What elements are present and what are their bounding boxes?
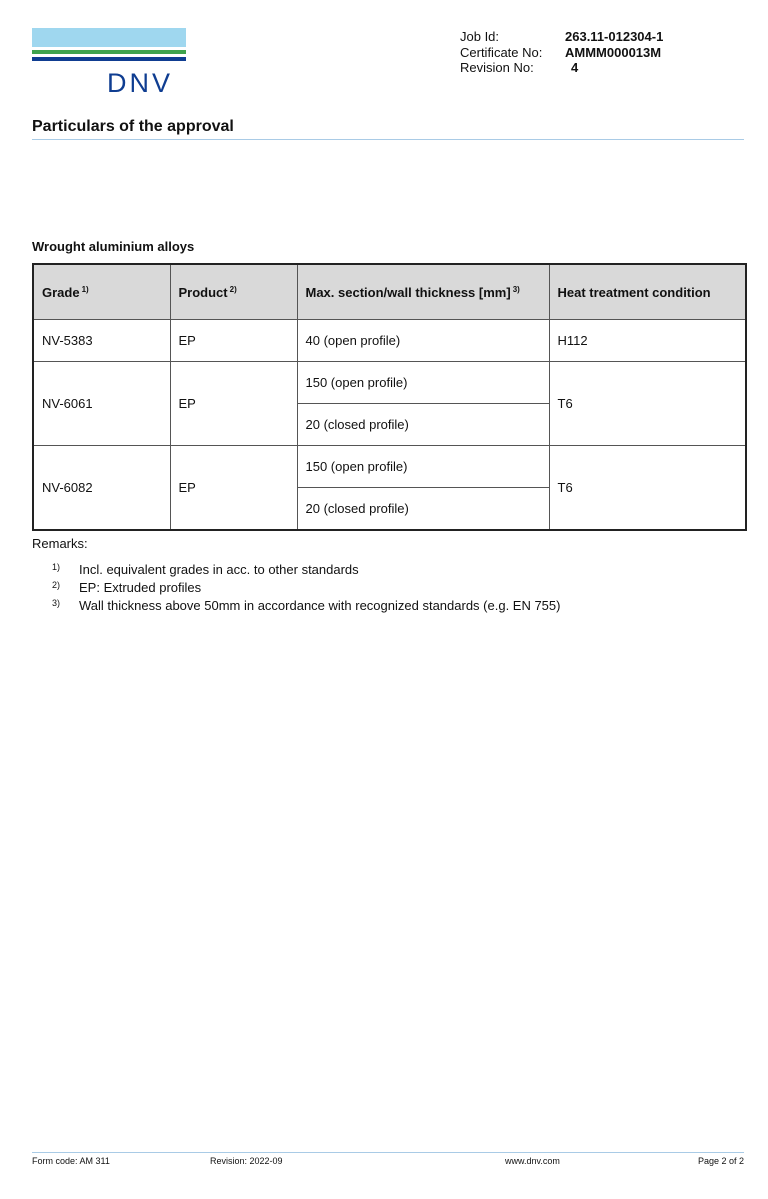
- header-label: Grade: [42, 284, 80, 300]
- remark-text: Incl. equivalent grades in acc. to other standards: [79, 562, 359, 577]
- table-row: [33, 320, 746, 362]
- footer-form-code: Form code: AM 311: [32, 1156, 110, 1166]
- meta-row-revision-no: [460, 60, 663, 76]
- header-label: Heat treatment condition: [557, 284, 711, 300]
- remarks-title: Remarks:: [32, 536, 88, 551]
- logo-band-green: [32, 50, 186, 54]
- cell-heat: T6: [549, 446, 746, 531]
- header-product: [170, 264, 297, 320]
- remark-item: [52, 597, 560, 615]
- cell-thickness: 40 (open profile): [297, 320, 549, 362]
- header-thickness: [297, 264, 549, 320]
- remark-number: 1): [52, 562, 61, 572]
- approval-table: [32, 263, 747, 531]
- remark-text: Wall thickness above 50mm in accordance with recognized standards (e.g. EN 755): [79, 598, 561, 613]
- header-label: Max. section/wall thickness [mm]: [305, 284, 511, 300]
- page-footer: [32, 1152, 744, 1166]
- footer-page-number: Page 2 of 2: [697, 1156, 744, 1166]
- cell-thickness: 20 (closed profile): [297, 404, 549, 446]
- meta-label: Revision No:: [460, 60, 534, 75]
- table-row: [33, 362, 746, 404]
- cell-product: EP: [170, 446, 297, 531]
- footnote-ref: 1): [81, 284, 89, 294]
- footer-website[interactable]: www.dnv.com: [505, 1156, 560, 1166]
- section-title: Wrought aluminium alloys: [32, 239, 195, 254]
- cell-product: EP: [170, 362, 297, 446]
- meta-row-certificate-no: [460, 45, 663, 61]
- logo-band-blue: [32, 57, 186, 61]
- meta-value: AMMM000013M: [565, 44, 662, 60]
- remark-text: EP: Extruded profiles: [79, 580, 202, 595]
- footer-revision: Revision: 2022-09: [210, 1156, 283, 1166]
- table-header-row: [33, 264, 746, 320]
- meta-label: Job Id:: [460, 29, 500, 44]
- meta-value: 4: [571, 60, 579, 75]
- remark-item: [52, 579, 560, 597]
- remarks-list: [52, 561, 560, 615]
- cell-heat: H112: [549, 320, 746, 362]
- cell-grade: NV-5383: [33, 320, 170, 362]
- logo-wordmark: DNV: [107, 68, 174, 98]
- footnote-ref: 2): [229, 284, 237, 294]
- meta-label: Certificate No:: [460, 44, 543, 60]
- footnote-ref: 3): [512, 284, 520, 294]
- header-grade: [33, 264, 170, 320]
- cell-thickness: 20 (closed profile): [297, 488, 549, 531]
- cell-grade: NV-6061: [33, 362, 170, 446]
- meta-row-job-id: [460, 29, 663, 45]
- page-title: Particulars of the approval: [32, 118, 744, 140]
- meta-value: 263.11-012304-1: [565, 29, 664, 44]
- logo-band-light: [32, 28, 186, 47]
- cell-thickness: 150 (open profile): [297, 362, 549, 404]
- dnv-logo: [32, 28, 186, 96]
- cell-product: EP: [170, 320, 297, 362]
- header-label: Product: [178, 284, 228, 300]
- cell-thickness: 150 (open profile): [297, 446, 549, 488]
- cell-grade: NV-6082: [33, 446, 170, 531]
- remark-number: 2): [52, 580, 61, 590]
- cell-heat: T6: [549, 362, 746, 446]
- table-row: [33, 446, 746, 488]
- certificate-meta: [460, 29, 663, 76]
- remark-item: [52, 561, 560, 579]
- header-heat-treatment: [549, 264, 746, 320]
- remark-number: 3): [52, 598, 61, 608]
